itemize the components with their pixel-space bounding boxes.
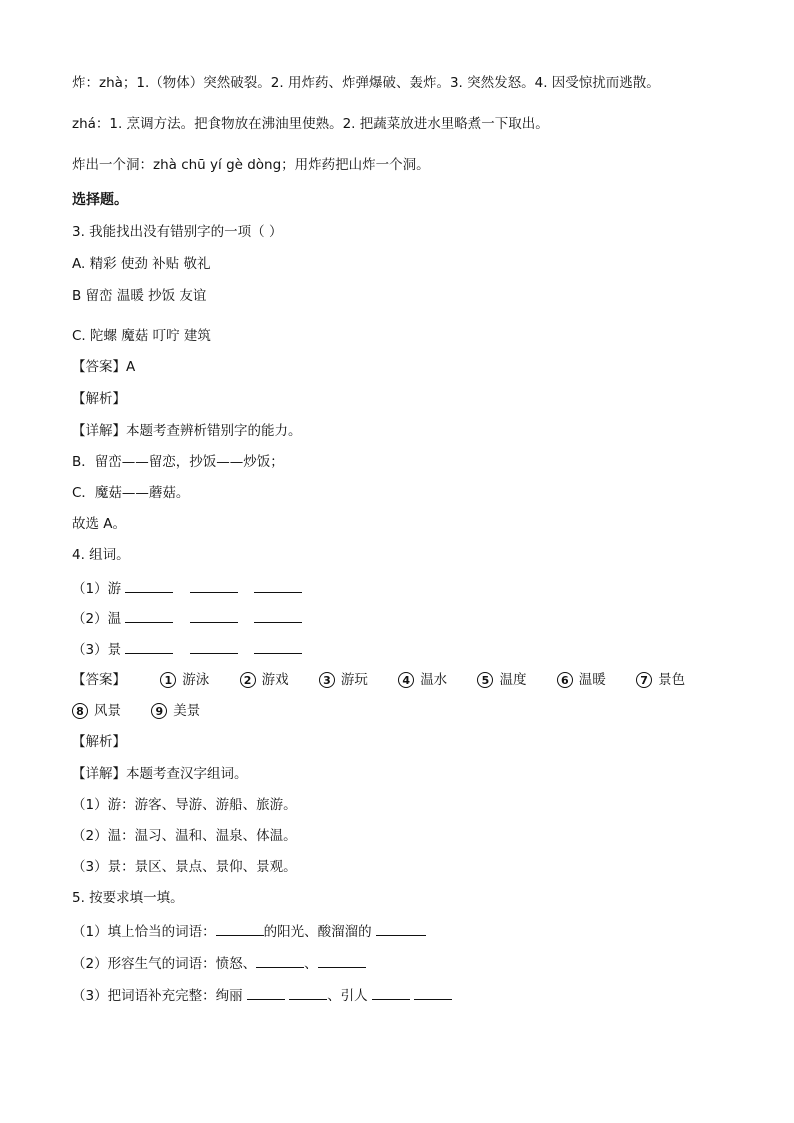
def-zha4: 炸：zhà；1.（物体）突然破裂。2. 用炸药、炸弹爆破、轰炸。3. 突然发怒。4. 因受惊扰而逃散。: [72, 75, 660, 91]
fill-blank[interactable]: [190, 608, 238, 623]
fill-blank[interactable]: [254, 608, 302, 623]
q4-item-3: [72, 639, 302, 659]
fill-blank[interactable]: [125, 639, 173, 654]
q3-detail-3: C．魔菇——蘑菇。: [72, 485, 190, 501]
answer-item: 2 游戏: [240, 671, 289, 689]
q4-answer-row-1: [72, 671, 685, 689]
q4-item-label: （3）景: [72, 642, 122, 658]
q3-detail-1: 【详解】本题考查辨析错别字的能力。: [72, 423, 302, 439]
answer-item: 1 游泳: [160, 671, 209, 689]
fill-blank[interactable]: [414, 985, 452, 1000]
q3-option-a: A. 精彩 使劲 补贴 敬礼: [72, 256, 211, 272]
fill-blank[interactable]: [190, 639, 238, 654]
fill-blank[interactable]: [247, 985, 285, 1000]
q5-text: （3）把词语补充完整：绚丽: [72, 988, 243, 1004]
answer-item: 3 游玩: [319, 671, 368, 689]
answer-item: 4 温水: [398, 671, 447, 689]
answer-item: 5 温度: [477, 671, 526, 689]
answer-item: 6 温暖: [557, 671, 606, 689]
q3-answer: 【答案】A: [72, 359, 136, 375]
q3-analysis-label: 【解析】: [72, 391, 126, 407]
def-zha2: zhá：1. 烹调方法。把食物放在沸油里使熟。2. 把蔬菜放进水里略煮一下取出。: [72, 116, 549, 132]
question-5: 5. 按要求填一填。: [72, 890, 184, 906]
q4-item-2: [72, 608, 302, 628]
q3-detail-2: B．留峦——留恋，抄饭——炒饭；: [72, 454, 284, 470]
q4-detail-1: 【详解】本题考查汉字组词。: [72, 766, 248, 782]
question-3: 3. 我能找出没有错别字的一项（ ）: [72, 224, 283, 240]
fill-blank[interactable]: [318, 953, 366, 968]
answer-item: 7 景色: [636, 671, 685, 689]
answer-item: 9 美景: [151, 702, 200, 720]
fill-blank[interactable]: [254, 639, 302, 654]
fill-blank[interactable]: [376, 921, 426, 936]
q5-text: 的阳光、酸溜溜的: [263, 924, 372, 940]
fill-blank[interactable]: [289, 985, 327, 1000]
fill-blank[interactable]: [125, 608, 173, 623]
q5-text: （2）形容生气的词语：愤怒、: [72, 956, 257, 972]
fill-blank[interactable]: [372, 985, 410, 1000]
fill-blank[interactable]: [256, 953, 304, 968]
q5-text: 、: [304, 956, 318, 972]
example-sentence: 炸出一个洞：zhà chū yí gè dòng；用炸药把山炸一个洞。: [72, 157, 430, 173]
q4-answer-row-2: [72, 702, 226, 720]
answer-item: 8 风景: [72, 702, 121, 720]
question-4: 4. 组词。: [72, 547, 130, 563]
q5-text: （1）填上恰当的词语：: [72, 924, 216, 940]
q4-detail-3: （2）温：温习、温和、温泉、体温。: [72, 828, 297, 844]
q4-item-label: （2）温: [72, 611, 122, 627]
q5-item-1: [72, 921, 426, 941]
q3-option-b: B 留峦 温暖 抄饭 友谊: [72, 288, 207, 304]
q5-item-3: [72, 985, 452, 1005]
q4-answer-label: 【答案】: [72, 672, 126, 688]
q5-text: 、引人: [327, 988, 368, 1004]
q4-item-label: （1）游: [72, 581, 122, 597]
q4-detail-4: （3）景：景区、景点、景仰、景观。: [72, 859, 297, 875]
fill-blank[interactable]: [216, 921, 264, 936]
q5-item-2: [72, 953, 366, 973]
q3-detail-4: 故选 A。: [72, 516, 127, 532]
q4-analysis-label: 【解析】: [72, 734, 126, 750]
fill-blank[interactable]: [254, 578, 302, 593]
fill-blank[interactable]: [190, 578, 238, 593]
section-heading: 选择题。: [72, 192, 128, 208]
q4-item-1: [72, 578, 302, 598]
q3-option-c: C. 陀螺 魔菇 叮咛 建筑: [72, 328, 211, 344]
q4-detail-2: （1）游：游客、导游、游船、旅游。: [72, 797, 297, 813]
fill-blank[interactable]: [125, 578, 173, 593]
